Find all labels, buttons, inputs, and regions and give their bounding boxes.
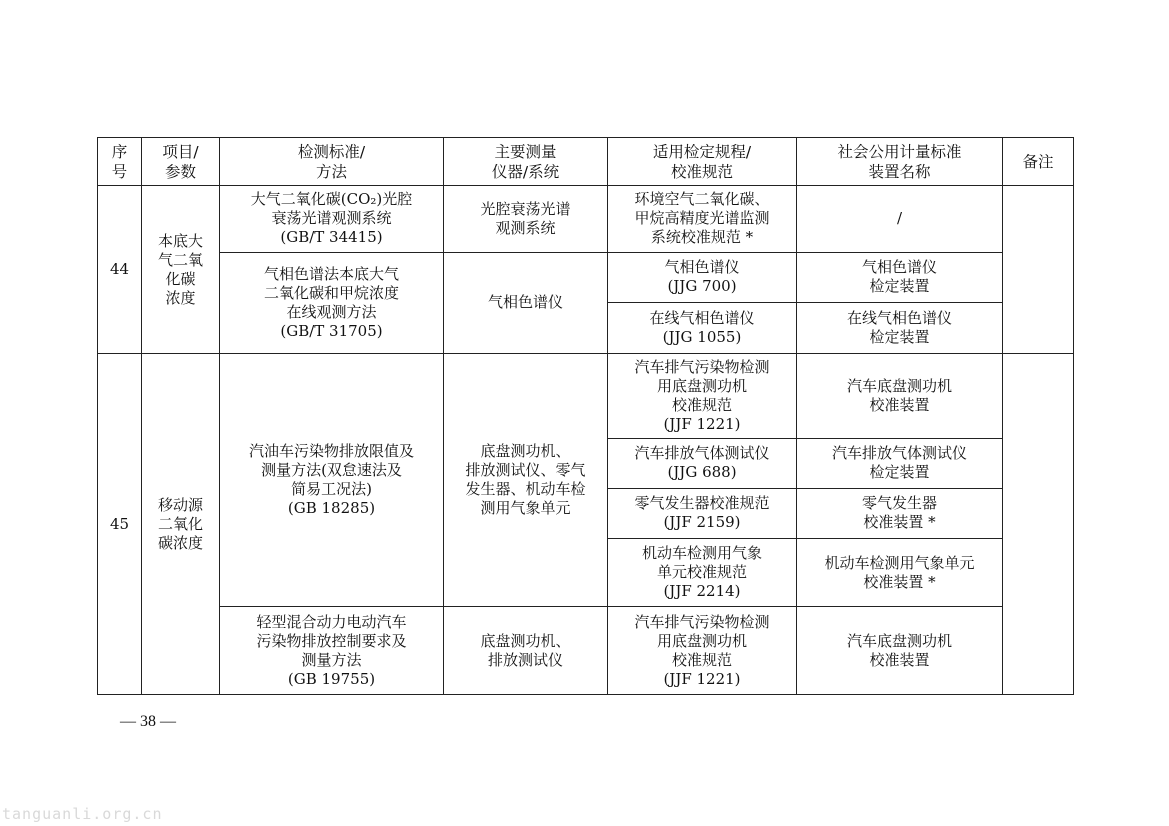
row-number: 45 bbox=[98, 354, 142, 695]
standard-device: 气相色谱仪 检定装置 bbox=[797, 252, 1003, 302]
item-name: 移动源 二氧化 碳浓度 bbox=[142, 354, 220, 695]
regulation: 气相色谱仪 (JJG 700) bbox=[608, 252, 797, 302]
test-standard: 轻型混合动力电动汽车 污染物排放控制要求及 测量方法 (GB 19755) bbox=[220, 607, 444, 695]
table-row bbox=[98, 186, 1074, 252]
standard-device: 汽车排放气体测试仪 检定装置 bbox=[797, 438, 1003, 488]
remarks bbox=[1003, 354, 1074, 695]
regulation: 环境空气二氧化碳、 甲烷高精度光谱监测 系统校准规范 * bbox=[608, 186, 797, 252]
instrument: 光腔衰荡光谱 观测系统 bbox=[444, 186, 608, 252]
item-name: 本底大 气二氧 化碳 浓度 bbox=[142, 186, 220, 354]
instrument: 底盘测功机、 排放测试仪、零气 发生器、机动车检 测用气象单元 bbox=[444, 354, 608, 607]
watermark-text: tanguanli.org.cn bbox=[2, 805, 163, 823]
header-regulation: 适用检定规程/ 校准规范 bbox=[608, 138, 797, 186]
standard-device: 在线气相色谱仪 检定装置 bbox=[797, 302, 1003, 353]
header-seq-no: 序 号 bbox=[98, 138, 142, 186]
regulation: 汽车排气污染物检测 用底盘测功机 校准规范 (JJF 1221) bbox=[608, 354, 797, 438]
instrument: 气相色谱仪 bbox=[444, 252, 608, 354]
test-standard: 大气二氧化碳(CO₂)光腔 衰荡光谱观测系统 (GB/T 34415) bbox=[220, 186, 444, 252]
metrology-table bbox=[97, 137, 1074, 695]
header-instrument: 主要测量 仪器/系统 bbox=[444, 138, 608, 186]
regulation: 汽车排气污染物检测 用底盘测功机 校准规范 (JJF 1221) bbox=[608, 607, 797, 695]
standard-device: 汽车底盘测功机 校准装置 bbox=[797, 354, 1003, 438]
standard-device: / bbox=[797, 186, 1003, 252]
table-row bbox=[98, 252, 1074, 302]
instrument: 底盘测功机、 排放测试仪 bbox=[444, 607, 608, 695]
regulation: 汽车排放气体测试仪 (JJG 688) bbox=[608, 438, 797, 488]
regulation: 零气发生器校准规范 (JJF 2159) bbox=[608, 488, 797, 538]
row-number: 44 bbox=[98, 186, 142, 354]
remarks bbox=[1003, 186, 1074, 354]
header-remarks: 备注 bbox=[1003, 138, 1074, 186]
test-standard: 汽油车污染物排放限值及 测量方法(双怠速法及 简易工况法) (GB 18285) bbox=[220, 354, 444, 607]
header-standard: 检测标准/ 方法 bbox=[220, 138, 444, 186]
header-device: 社会公用计量标准 装置名称 bbox=[797, 138, 1003, 186]
standard-device: 零气发生器 校准装置 * bbox=[797, 488, 1003, 538]
header-item: 项目/ 参数 bbox=[142, 138, 220, 186]
table-header-row bbox=[98, 138, 1074, 186]
table-row bbox=[98, 607, 1074, 695]
page-number: — 38 — bbox=[120, 713, 176, 730]
regulation: 在线气相色谱仪 (JJG 1055) bbox=[608, 302, 797, 353]
standard-device: 汽车底盘测功机 校准装置 bbox=[797, 607, 1003, 695]
standard-device: 机动车检测用气象单元 校准装置 * bbox=[797, 539, 1003, 607]
table-row bbox=[98, 354, 1074, 438]
regulation: 机动车检测用气象 单元校准规范 (JJF 2214) bbox=[608, 539, 797, 607]
test-standard: 气相色谱法本底大气 二氧化碳和甲烷浓度 在线观测方法 (GB/T 31705) bbox=[220, 252, 444, 354]
